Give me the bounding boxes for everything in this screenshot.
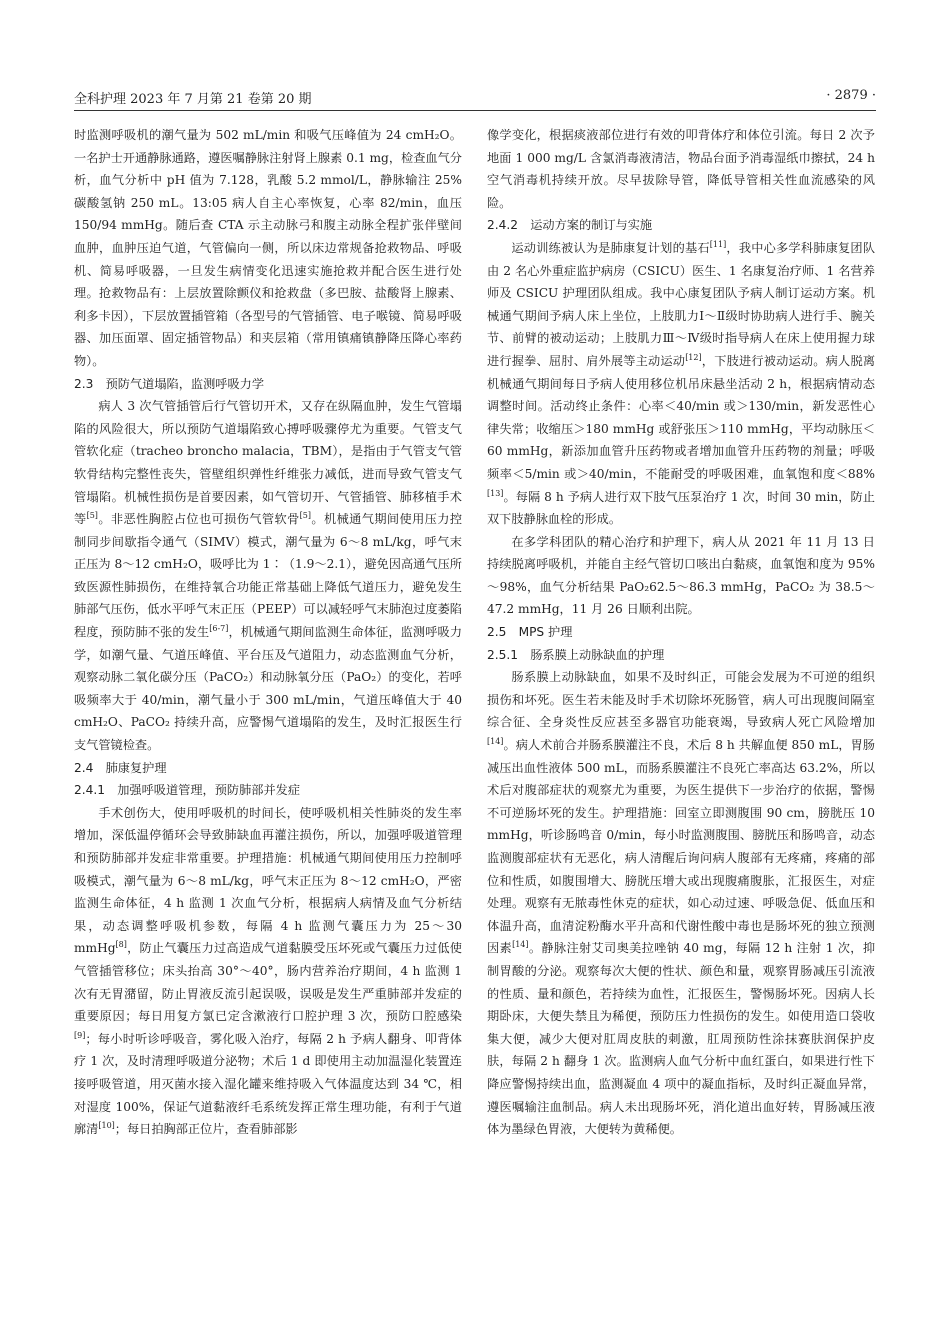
section-heading-2-4-2: 2.4.2 运动方案的制订与实施 [487, 218, 653, 233]
text-run: ，机械通气期间监测生命体征，监测呼吸力学，如潮气量、气道压峰值、平台压及气道阻力，动态监测血气分析，观察动脉二氧化碳分压（PaCO₂）和动脉氧分压（PaO₂）的变化，若呼吸频率大于 40/min，潮气量小于 300 mL/min，气道压峰值大于 40 cmH₂O、PaCO₂ 持续升高，应警惕气道塌陷的发生，及时汇报医生行支气管镜检查。 [74, 625, 463, 753]
citation-ref[interactable]: [5] [299, 511, 312, 521]
text-run: 。非恶性胸腔占位也可损伤气管软骨 [97, 512, 300, 527]
section-heading-2-3: 2.3 预防气道塌陷，监测呼吸力学 [74, 376, 265, 391]
section-heading-2-5: 2.5 MPS 护理 [487, 625, 573, 640]
paragraph-outcome: 在多学科团队的精心治疗和护理下，病人从 2021 年 11 月 13 日持续脱离呼吸机，并能自主经气管切口咳出白黏痰，血氧饱和度为 95%～98%，血气分析结果 PaO₂62.5～86.3 mmHg，PaCO₂ 为 38.5～47.2 mmHg，11 月 26 日顺利出院。 [487, 534, 875, 617]
text-run: 肠系膜上动脉缺血，如果不及时纠正，可能会发展为不可逆的组织损伤和坏死。医生若未能及时手术切除坏死肠管，病人可出现腹间隔室综合征、全身炎性反应甚至多器官功能衰竭，导致病人死亡风险增加 [487, 670, 875, 730]
citation-ref[interactable]: [14] [512, 940, 529, 950]
text-run: ，我中心多学科肺康复团队由 2 名心外重症监护病房（CSICU）医生、1 名康复治疗师、1 名营养师及 CSICU 护理团队组成。我中心康复团队予病人制订运动方案。机械通气期间予病人床上坐位，上肢肌力Ⅰ～Ⅱ级时协助病人进行手、腕关节、前臂的被动运动；上肢肌力Ⅲ～Ⅳ级时指导病人在床上使用握力球进行握拳、屈肘、肩外展等主动运动 [487, 240, 876, 368]
text-run: ，防止气囊压力过高造成气道黏膜受压坏死或气囊压力过低使气管插管移位；床头抬高 30°～40°，肠内营养治疗期间，4 h 监测 1 次有无胃潴留，防止胃液反流引起误吸，误吸是发生严重肺部并发症的重要原因；每日用复方氯已定含漱液行口腔护理 3 次，预防口腔感染 [74, 941, 462, 1024]
section-heading-2-4-1: 2.4.1 加强呼吸道管理，预防肺部并发症 [74, 783, 301, 798]
text-run: 。机械通气期间使用压力控制同步间歇指令通气（SIMV）模式，潮气量为 6～8 mL/kg，呼气末正压为 8～12 cmH₂O，吸呼比为 1∶（1.9～2.1），避免因高通气压所致医源性肺损伤，在维持氧合功能正常基础上降低气道压力，避免发生肺部气压伤，低水平呼气末正压（PEEP）可以减轻呼气末肺泡过度萎陷程度，预防肺不张的发生 [74, 512, 463, 640]
text-run: 。病人术前合并肠系膜灌注不良，术后 8 h 共解血便 850 mL，胃肠减压出血性液体 500 mL，而肠系膜灌注不良死亡率高达 63.2%，所以术后对腹部症状的观察尤为重要，为医生提供下一步治疗的依据，警惕不可逆肠坏死的发生。护理措施：回室立即测腹围 90 cm，膀胱压 10 mmHg，听诊肠鸣音 0/min，每小时监测腹围、膀胱压和肠鸣音，动态监测腹部症状有无恶化，病人清醒后询问病人腹部有无疼痛，疼痛的部位和性质，如腹围增大、膀胱压增大或出现腹痛腹胀，汇报医生，对症处理。观察有无脓毒性休克的症状，如心动过速、呼吸急促、低血压和体温升高，血清淀粉酶水平升高和代谢性酸中毒也是肠坏死的独立预测因素 [487, 738, 875, 956]
citation-ref[interactable]: [14] [487, 736, 504, 746]
citation-ref[interactable]: [5] [86, 511, 98, 521]
text-run: 运动训练被认为是肺康复计划的基石 [511, 240, 710, 255]
paragraph-airway-collapse [74, 395, 462, 757]
citation-ref[interactable]: [11] [709, 239, 727, 249]
running-header [74, 86, 876, 111]
paragraph-continued: 像学变化，根据痰液部位进行有效的叩背体疗和体位引流。每日 2 次予地面 1 000 mg/L 含氯消毒液清洁，物品台面予消毒湿纸巾擦拭，24 h 空气消毒机持续开放。尽早拔除导管，降低导管相关性血流感染的风险。 [487, 128, 875, 210]
text-run: 。每隔 8 h 予病人进行双下肢气压泵治疗 1 次，时间 30 min，防止双下肢静脉血栓的形成。 [487, 489, 875, 527]
section-heading-2-4: 2.4 肺康复护理 [74, 760, 167, 775]
journal-citation: 全科护理 2023 年 7 月第 21 卷第 20 期 [74, 92, 312, 107]
text-run: 。静脉注射艾司奥美拉唑钠 40 mg，每隔 12 h 注射 1 次，抑制胃酸的分泌。观察每次大便的性状、颜色和量，观察胃肠减压引流液的性质、量和颜色，若持续为血性，汇报医生，警惕肠坏死。因病人长期卧床，大便失禁且为稀便，预防压力性损伤的发生。如使用造口袋收集大便，减少大便对肛周皮肤的刺激，肛周预防性涂抹赛肤润保护皮肤，每隔 2 h 翻身 1 次。监测病人血气分析中血红蛋白，如果进行性下降应警惕持续出血，监测凝血 4 项中的凝血指标，及时纠正凝血异常，遵医嘱输注血制品。病人未出现肠坏死，消化道出血好转，胃肠减压液体为墨绿色胃液，大便转为黄稀便。 [487, 941, 876, 1137]
paragraph-continued: 时监测呼吸机的潮气量为 502 mL/min 和吸气压峰值为 24 cmH₂O。一名护士开通静脉通路，遵医嘱静脉注射肾上腺素 0.1 mg，检查血气分析，血气分析中 pH 值为 7.128，乳酸 5.2 mmol/L，静脉输注 25%碳酸氢钠 250 mL。13:05 病人自主心率恢复，心率 82/min，血压 150/94 mmHg。随后查 CTA 示主动脉弓和腹主动脉全程扩张伴壁间血肿，血肿压迫气道，气管偏向一侧，所以床边常规备抢救物品、呼吸机、简易呼吸器，一旦发生病情变化迅速实施抢救并配合医生进行处理。抢救物品有：上层放置除颤仪和抢救盘（多巴胺、盐酸肾上腺素、利多卡因），下层放置插管箱（各型号的气管插管、电子喉镜、简易呼吸器、加压面罩、固定插管物品）和夹层箱（常用镇痛镇静降压降心率药物）。 [74, 128, 462, 368]
citation-ref[interactable]: [12] [685, 352, 702, 362]
citation-ref[interactable]: [8] [115, 940, 127, 950]
text-run: ；每日拍胸部正位片，查看肺部影 [114, 1122, 298, 1137]
text-run: ；每小时听诊呼吸音，雾化吸入治疗，每隔 2 h 予病人翻身、叩背体疗 1 次，及时清理呼吸道分泌物；术后 1 d 即使用主动加温湿化装置连接呼吸管道，用灭菌水接入湿化罐来维持吸入气体温度达到 34 ℃，相对湿度 100%，保证气道黏液纤毛系统发挥正常生理功能，有利于气道廓清 [74, 1031, 462, 1137]
section-heading-2-5-1: 2.5.1 肠系膜上动脉缺血的护理 [487, 647, 665, 662]
right-column [487, 124, 875, 1141]
citation-ref[interactable]: [10] [98, 1121, 115, 1131]
page-number: · 2879 · [826, 88, 876, 103]
paragraph-mesenteric-ischemia [487, 666, 875, 1140]
citation-ref[interactable]: [13] [487, 488, 504, 498]
left-column [74, 124, 462, 1141]
citation-ref[interactable]: [6-7] [209, 624, 229, 633]
text-run: ，下肢进行被动运动。病人脱离机械通气期间每日予病人使用移位机吊床悬坐活动 2 h，根据病情动态调整时间。活动终止条件：心率＜40/min 或＞130/min，新发恶性心律失常；收缩压＞180 mmHg 或舒张压＞110 mmHg，平均动脉压＜60 mmHg，新添加血管升压药物或者增加血管升压药物的剂量；呼吸频率＜5/min 或＞40/min，不能耐受的呼吸困难，血氧饱和度＜88% [487, 353, 876, 481]
text-run: 手术创伤大，使用呼吸机的时间长，使呼吸机相关性肺炎的发生率增加，深低温停循环会导致肺缺血再灌注损伤，所以，加强呼吸道管理和预防肺部并发症非常重要。护理措施：机械通气期间使用压力控制呼吸模式，潮气量为 6～8 mL/kg，呼气末正压为 8～12 cmH₂O，严密监测生命体征，4 h 监测 1 次血气分析，根据病人病情及血气分析结果，动态调整呼吸机参数，每隔 4 h 监测气囊压力为 25～30 mmHg [74, 805, 462, 956]
paragraph-exercise-plan [487, 237, 875, 531]
citation-ref[interactable]: [9] [74, 1030, 86, 1040]
text-run: 病人 3 次气管插管后行气管切开术，又存在纵隔血肿，发生气管塌陷的风险很大，所以预防气道塌陷致心搏呼吸骤停尤为重要。气管支气管软化症（tracheo broncho malacia，TBM），是指由于气管支气管软骨结构完整性丧失，管壁组织弹性纤维张力减低，进而导致气管支气管塌陷。机械性损伤是首要因素，如气管切开、气管插管、肺移植手术等 [74, 399, 462, 527]
paragraph-airway-management [74, 802, 462, 1141]
